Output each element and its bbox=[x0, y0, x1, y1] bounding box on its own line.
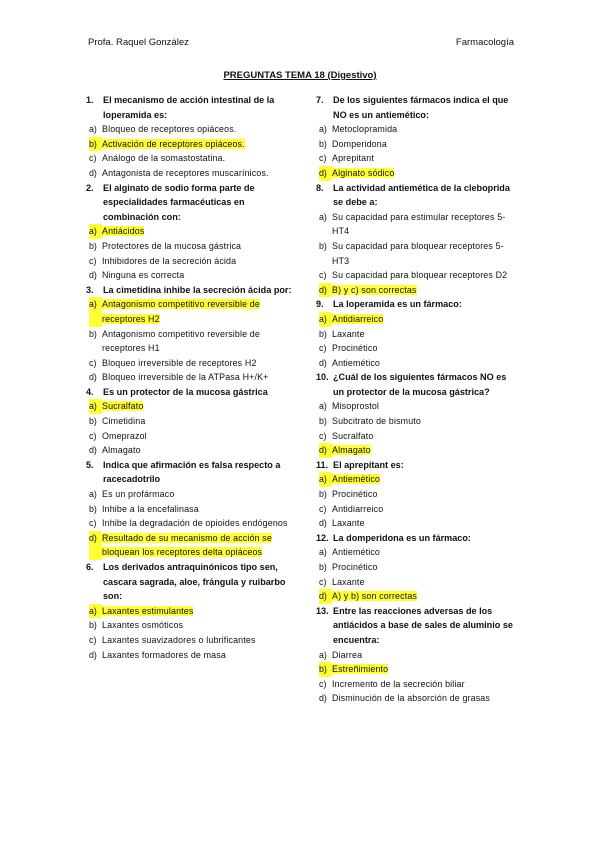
question-text: El alginato de sodio forma parte de especialidades farmacéuticas en combinación con: bbox=[103, 182, 255, 222]
question-text: De los siguientes fármacos indica el que NO es un antiemético: bbox=[333, 95, 509, 120]
question-text: La actividad antiemética de la cleboprida se debe a: bbox=[333, 182, 510, 208]
option-text: Antagonista de receptores muscarínicos. bbox=[102, 167, 269, 178]
option-text-highlighted: Antidiarreico bbox=[332, 313, 384, 324]
option-letter: c) bbox=[89, 634, 97, 645]
option-text: Protectores de la mucosa gástrica bbox=[102, 240, 242, 251]
option-letter: a) bbox=[319, 312, 332, 327]
question-number: 1. bbox=[86, 95, 94, 105]
option-letter: c) bbox=[89, 357, 97, 368]
option-letter: a) bbox=[89, 489, 97, 500]
option-text: Antidiarreico bbox=[332, 503, 384, 514]
header-subject: Farmacología bbox=[455, 37, 514, 48]
option-text-highlighted: A) y b) son correctas bbox=[332, 591, 418, 602]
option-text: Análogo de la somastostatina. bbox=[102, 153, 226, 164]
option-letter: c) bbox=[319, 678, 327, 689]
option-letter: b) bbox=[89, 503, 97, 514]
option-letter: a) bbox=[89, 604, 102, 619]
option-letter: c) bbox=[319, 576, 327, 587]
question-text: Entre las reacciones adversas de los antiácidos a base de sales de aluminio se encuentra: bbox=[333, 605, 513, 645]
question-text: El aprepitant es: bbox=[333, 459, 404, 470]
option-text: Es un profármaco bbox=[102, 489, 175, 500]
option-letter: d) bbox=[319, 518, 327, 529]
question-5 bbox=[86, 458, 296, 560]
question-6 bbox=[86, 560, 296, 662]
left-column bbox=[86, 93, 296, 662]
option-letter: a) bbox=[319, 124, 327, 135]
option-text: Antiemético bbox=[332, 547, 381, 558]
option-text-highlighted: Resultado de su mecanismo de acción se bloquean los receptores delta opiáceos bbox=[102, 532, 272, 558]
option-letter: c) bbox=[319, 503, 327, 514]
option-letter: b) bbox=[319, 562, 327, 572]
question-number: 12. bbox=[316, 532, 329, 543]
option-letter: d) bbox=[319, 589, 332, 604]
option-text: Omeprazol bbox=[102, 430, 147, 441]
option-letter: a) bbox=[319, 649, 327, 660]
question-number: 7. bbox=[316, 95, 324, 105]
question-text: La cimetidina inhibe la secreción ácida por: bbox=[103, 284, 292, 295]
option-letter: d) bbox=[319, 693, 327, 704]
option-text-highlighted: Antiemético bbox=[332, 474, 381, 485]
option-text: Su capacidad para estimular receptores 5-HT4 bbox=[332, 211, 506, 237]
question-text: La loperamida es un fármaco: bbox=[333, 299, 462, 310]
option-text: Procinético bbox=[332, 343, 378, 354]
option-text-highlighted: Alginato sódico bbox=[332, 167, 395, 178]
question-number: 4. bbox=[86, 386, 94, 397]
option-text: Procinético bbox=[332, 489, 378, 500]
option-text: Su capacidad para bloquear receptores D2 bbox=[332, 270, 508, 281]
option-letter: c) bbox=[319, 153, 327, 164]
option-text: Antiemético bbox=[332, 357, 381, 368]
option-letter: d) bbox=[319, 283, 332, 298]
question-13 bbox=[316, 604, 516, 706]
option-letter: d) bbox=[89, 649, 97, 660]
option-letter: a) bbox=[89, 399, 102, 414]
option-text-highlighted: Laxantes estimulantes bbox=[102, 605, 194, 616]
option-letter: d) bbox=[89, 270, 97, 281]
option-letter: d) bbox=[89, 531, 102, 560]
option-text-highlighted: Sucralfato bbox=[102, 401, 144, 412]
option-text: Laxantes osmóticos bbox=[102, 620, 184, 631]
option-letter: c) bbox=[319, 270, 327, 281]
option-text: Diarrea bbox=[332, 649, 363, 660]
option-text: Subcitrato de bismuto bbox=[332, 416, 421, 427]
option-text: Sucralfato bbox=[332, 430, 374, 441]
option-letter: a) bbox=[319, 547, 327, 558]
option-text-highlighted: Activación de receptores opiáceos. bbox=[102, 138, 245, 149]
option-text: Disminución de la absorción de grasas bbox=[332, 693, 490, 704]
option-text-highlighted: Antiácidos bbox=[102, 226, 145, 237]
option-text: Incremento de la secreción biliar bbox=[332, 678, 465, 689]
question-number: 10. bbox=[316, 372, 329, 383]
option-text: Procinético bbox=[332, 562, 378, 572]
question-number: 2. bbox=[86, 182, 94, 193]
option-letter: b) bbox=[319, 662, 332, 677]
option-text: Laxantes suavizadores o lubrificantes bbox=[102, 634, 256, 645]
option-letter: d) bbox=[89, 372, 97, 383]
option-letter: b) bbox=[89, 240, 97, 251]
question-8 bbox=[316, 181, 516, 298]
option-text: Laxante bbox=[332, 518, 365, 529]
question-number: 5. bbox=[86, 459, 94, 470]
question-number: 3. bbox=[86, 284, 94, 295]
option-text: Metoclopramida bbox=[332, 124, 398, 135]
question-11 bbox=[316, 458, 516, 531]
option-text: Bloqueo irreversible de receptores H2 bbox=[102, 357, 257, 368]
option-text: Aprepitant bbox=[332, 153, 374, 164]
question-number: 6. bbox=[86, 562, 94, 572]
option-letter: c) bbox=[319, 343, 327, 354]
question-text: Es un protector de la mucosa gástrica bbox=[103, 386, 268, 397]
question-text: La domperidona es un fármaco: bbox=[333, 532, 471, 543]
header-author: Profa. Raquel González bbox=[88, 37, 189, 48]
question-number: 11. bbox=[316, 459, 329, 470]
option-letter: c) bbox=[319, 430, 327, 441]
option-letter: d) bbox=[319, 166, 332, 181]
option-letter: b) bbox=[89, 328, 97, 339]
question-text: El mecanismo de acción intestinal de la loperamida es: bbox=[103, 95, 275, 120]
option-letter: a) bbox=[89, 124, 97, 135]
option-text: Bloqueo irreversible de la ATPasa H+/K+ bbox=[102, 372, 269, 383]
option-letter: c) bbox=[89, 430, 97, 441]
option-text: Laxante bbox=[332, 328, 365, 339]
option-text: Su capacidad para bloquear receptores 5-HT3 bbox=[332, 240, 504, 266]
option-letter: b) bbox=[319, 489, 327, 500]
option-letter: b) bbox=[319, 328, 327, 339]
question-number: 13. bbox=[316, 605, 329, 616]
option-text: Misoprostol bbox=[332, 401, 380, 412]
option-letter: b) bbox=[89, 416, 97, 427]
option-letter: d) bbox=[319, 443, 332, 458]
option-letter: b) bbox=[89, 620, 97, 631]
option-text-highlighted: B) y c) son correctas bbox=[332, 284, 417, 295]
question-4 bbox=[86, 385, 296, 458]
document-title: PREGUNTAS TEMA 18 (Digestivo) bbox=[223, 70, 377, 81]
option-letter: b) bbox=[319, 138, 327, 149]
option-text: Domperidona bbox=[332, 138, 387, 149]
option-text-highlighted: Estreñimiento bbox=[332, 664, 389, 675]
option-text: Laxantes formadores de masa bbox=[102, 649, 226, 660]
right-column bbox=[316, 93, 516, 706]
option-letter: b) bbox=[89, 137, 102, 152]
question-2 bbox=[86, 181, 296, 283]
option-letter: b) bbox=[319, 240, 327, 251]
option-text-highlighted: Almagato bbox=[332, 445, 371, 456]
option-letter: d) bbox=[89, 445, 97, 456]
question-text: ¿Cuál de los siguientes fármacos NO es un protector de la mucosa gástrica? bbox=[333, 372, 507, 397]
option-text: Antagonismo competitivo reversible de receptores H1 bbox=[102, 328, 260, 354]
option-letter: a) bbox=[319, 472, 332, 487]
option-text: Inhibidores de la secreción ácida bbox=[102, 255, 237, 266]
option-text: Bloqueo de receptores opiáceos. bbox=[102, 124, 237, 135]
option-letter: a) bbox=[89, 224, 102, 239]
question-number: 9. bbox=[316, 299, 324, 310]
option-text-highlighted: Antagonismo competitivo reversible de receptores H2 bbox=[102, 299, 260, 324]
question-number: 8. bbox=[316, 182, 324, 193]
question-1 bbox=[86, 93, 296, 181]
option-text: Ninguna es correcta bbox=[102, 270, 185, 281]
question-text: Indica que afirmación es falsa respecto a racecadotrilo bbox=[103, 459, 281, 485]
option-letter: a) bbox=[319, 211, 327, 222]
question-7 bbox=[316, 93, 516, 181]
option-text: Almagato bbox=[102, 445, 141, 456]
option-letter: b) bbox=[319, 416, 327, 427]
option-text: Inhibe a la encefalinasa bbox=[102, 503, 199, 514]
option-letter: c) bbox=[89, 153, 97, 164]
question-9 bbox=[316, 297, 516, 370]
option-text: Inhibe la degradación de opioides endógenos bbox=[102, 518, 288, 529]
option-letter: a) bbox=[319, 401, 327, 412]
option-letter: c) bbox=[89, 255, 97, 266]
question-text: Los derivados antraquinónicos tipo sen, cascara sagrada, aloe, frángula y ruibarbo son: bbox=[103, 562, 286, 602]
option-letter: d) bbox=[319, 357, 327, 368]
question-10 bbox=[316, 370, 516, 458]
option-letter: d) bbox=[89, 167, 97, 178]
question-12 bbox=[316, 531, 516, 604]
option-text: Laxante bbox=[332, 576, 365, 587]
option-letter: c) bbox=[89, 518, 97, 529]
question-3 bbox=[86, 283, 296, 385]
option-letter: a) bbox=[89, 297, 102, 326]
option-text: Cimetidina bbox=[102, 416, 146, 427]
